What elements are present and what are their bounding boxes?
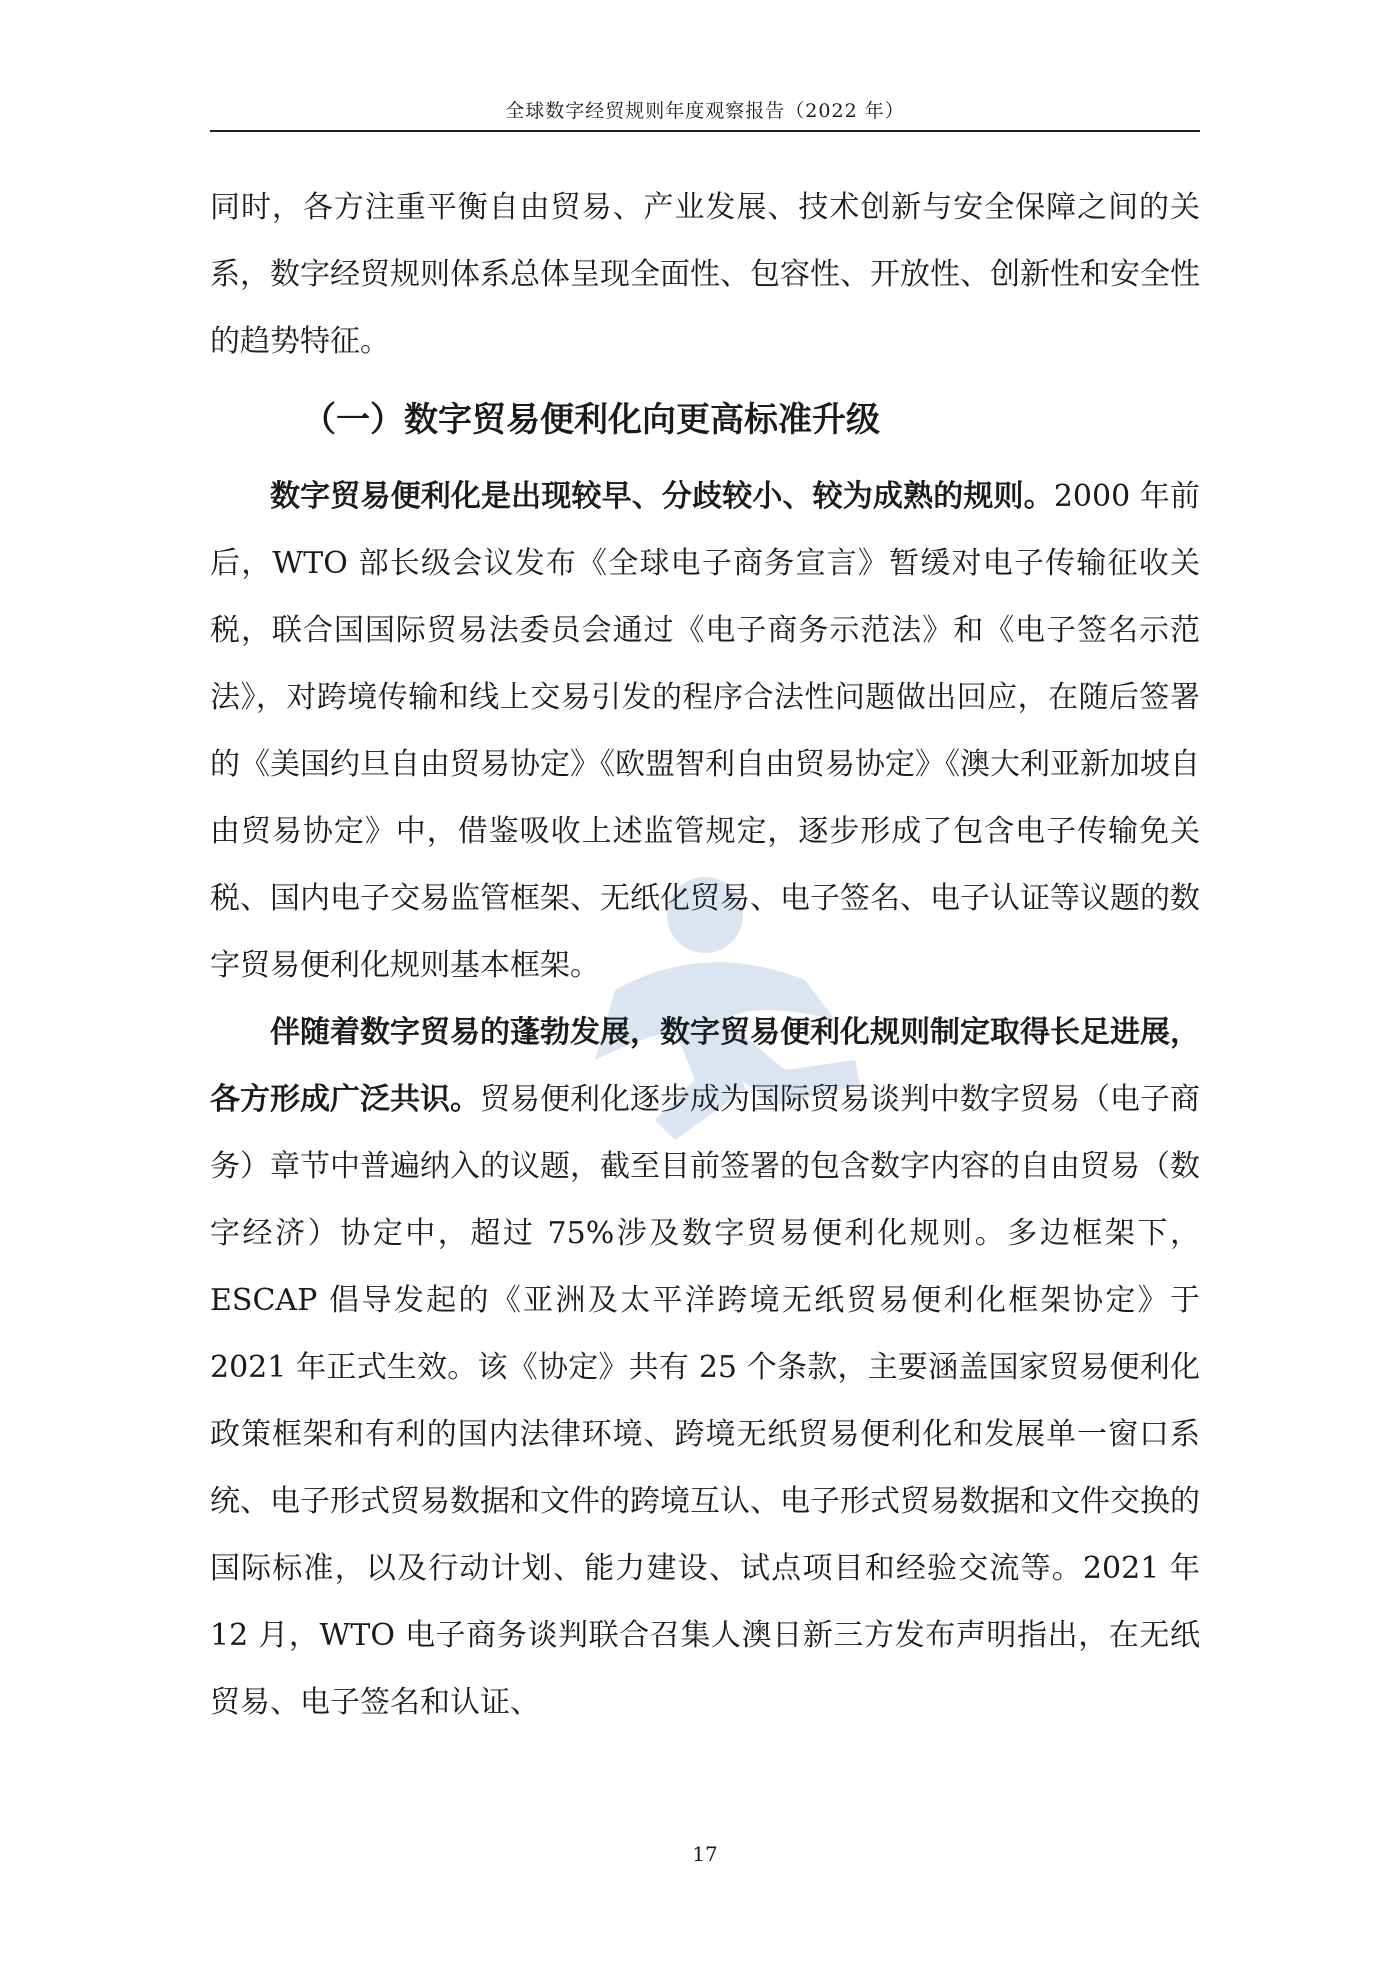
paragraph-1 xyxy=(210,463,1200,999)
header-rule xyxy=(210,130,1200,132)
page-number: 17 xyxy=(692,1842,718,1866)
paragraph-2-lead: 伴随着数字贸易的蓬勃发展，数字贸易便利化规则制定取得长足进展，各方形成广泛共识。 xyxy=(210,1015,1200,1117)
section-heading: （一）数字贸易便利化向更高标准升级 xyxy=(302,400,880,440)
paragraph-1-body: 2000 年前后，WTO 部长级会议发布《全球电子商务宣言》暂缓对电子传输征收关税，联合国国际贸易法委员会通过《电子商务示范法》和《电子签名示范法》，对跨境传输和线上交易引发的程序合法性问题做出回应，在随后签署的《美国约旦自由贸易协定》《欧盟智利自由贸易协定》《澳大利亚新加坡自由贸易协定》中，借鉴吸收上述监管规定，逐步形成了包含电子传输免关税、国内电子交易监管框架、无纸化贸易、电子签名、电子认证等议题的数字贸易便利化规则基本框架。 xyxy=(210,479,1201,983)
paragraph-1-lead: 数字贸易便利化是出现较早、分歧较小、较为成熟的规则。 xyxy=(270,479,1054,514)
paragraph-2 xyxy=(210,999,1200,1736)
paragraph-2-body: 贸易便利化逐步成为国际贸易谈判中数字贸易（电子商务）章节中普遍纳入的议题，截至目前签署的包含数字内容的自由贸易（数字经济）协定中，超过 75%涉及数字贸易便利化规则。多边框架下，ESCAP 倡导发起的《亚洲及太平洋跨境无纸贸易便利化框架协定》于 2021 年正式生效。该《协定》共有 25 个条款，主要涵盖国家贸易便利化政策框架和有利的国内法律环境、跨境无纸贸易便利化和发展单一窗口系统、电子形式贸易数据和文件的跨境互认、电子形式贸易数据和文件交换的国际标准，以及行动计划、能力建设、试点项目和经验交流等。2021 年 12 月，WTO 电子商务谈判联合召集人澳日新三方发布声明指出，在无纸贸易、电子签名和认证、 xyxy=(210,1082,1200,1720)
body-text xyxy=(210,174,1200,1736)
running-header: 全球数字经贸规则年度观察报告（2022 年） xyxy=(505,100,905,122)
intro-paragraph: 同时，各方注重平衡自由贸易、产业发展、技术创新与安全保障之间的关系，数字经贸规则体系总体呈现全面性、包容性、开放性、创新性和安全性的趋势特征。 xyxy=(210,190,1200,359)
